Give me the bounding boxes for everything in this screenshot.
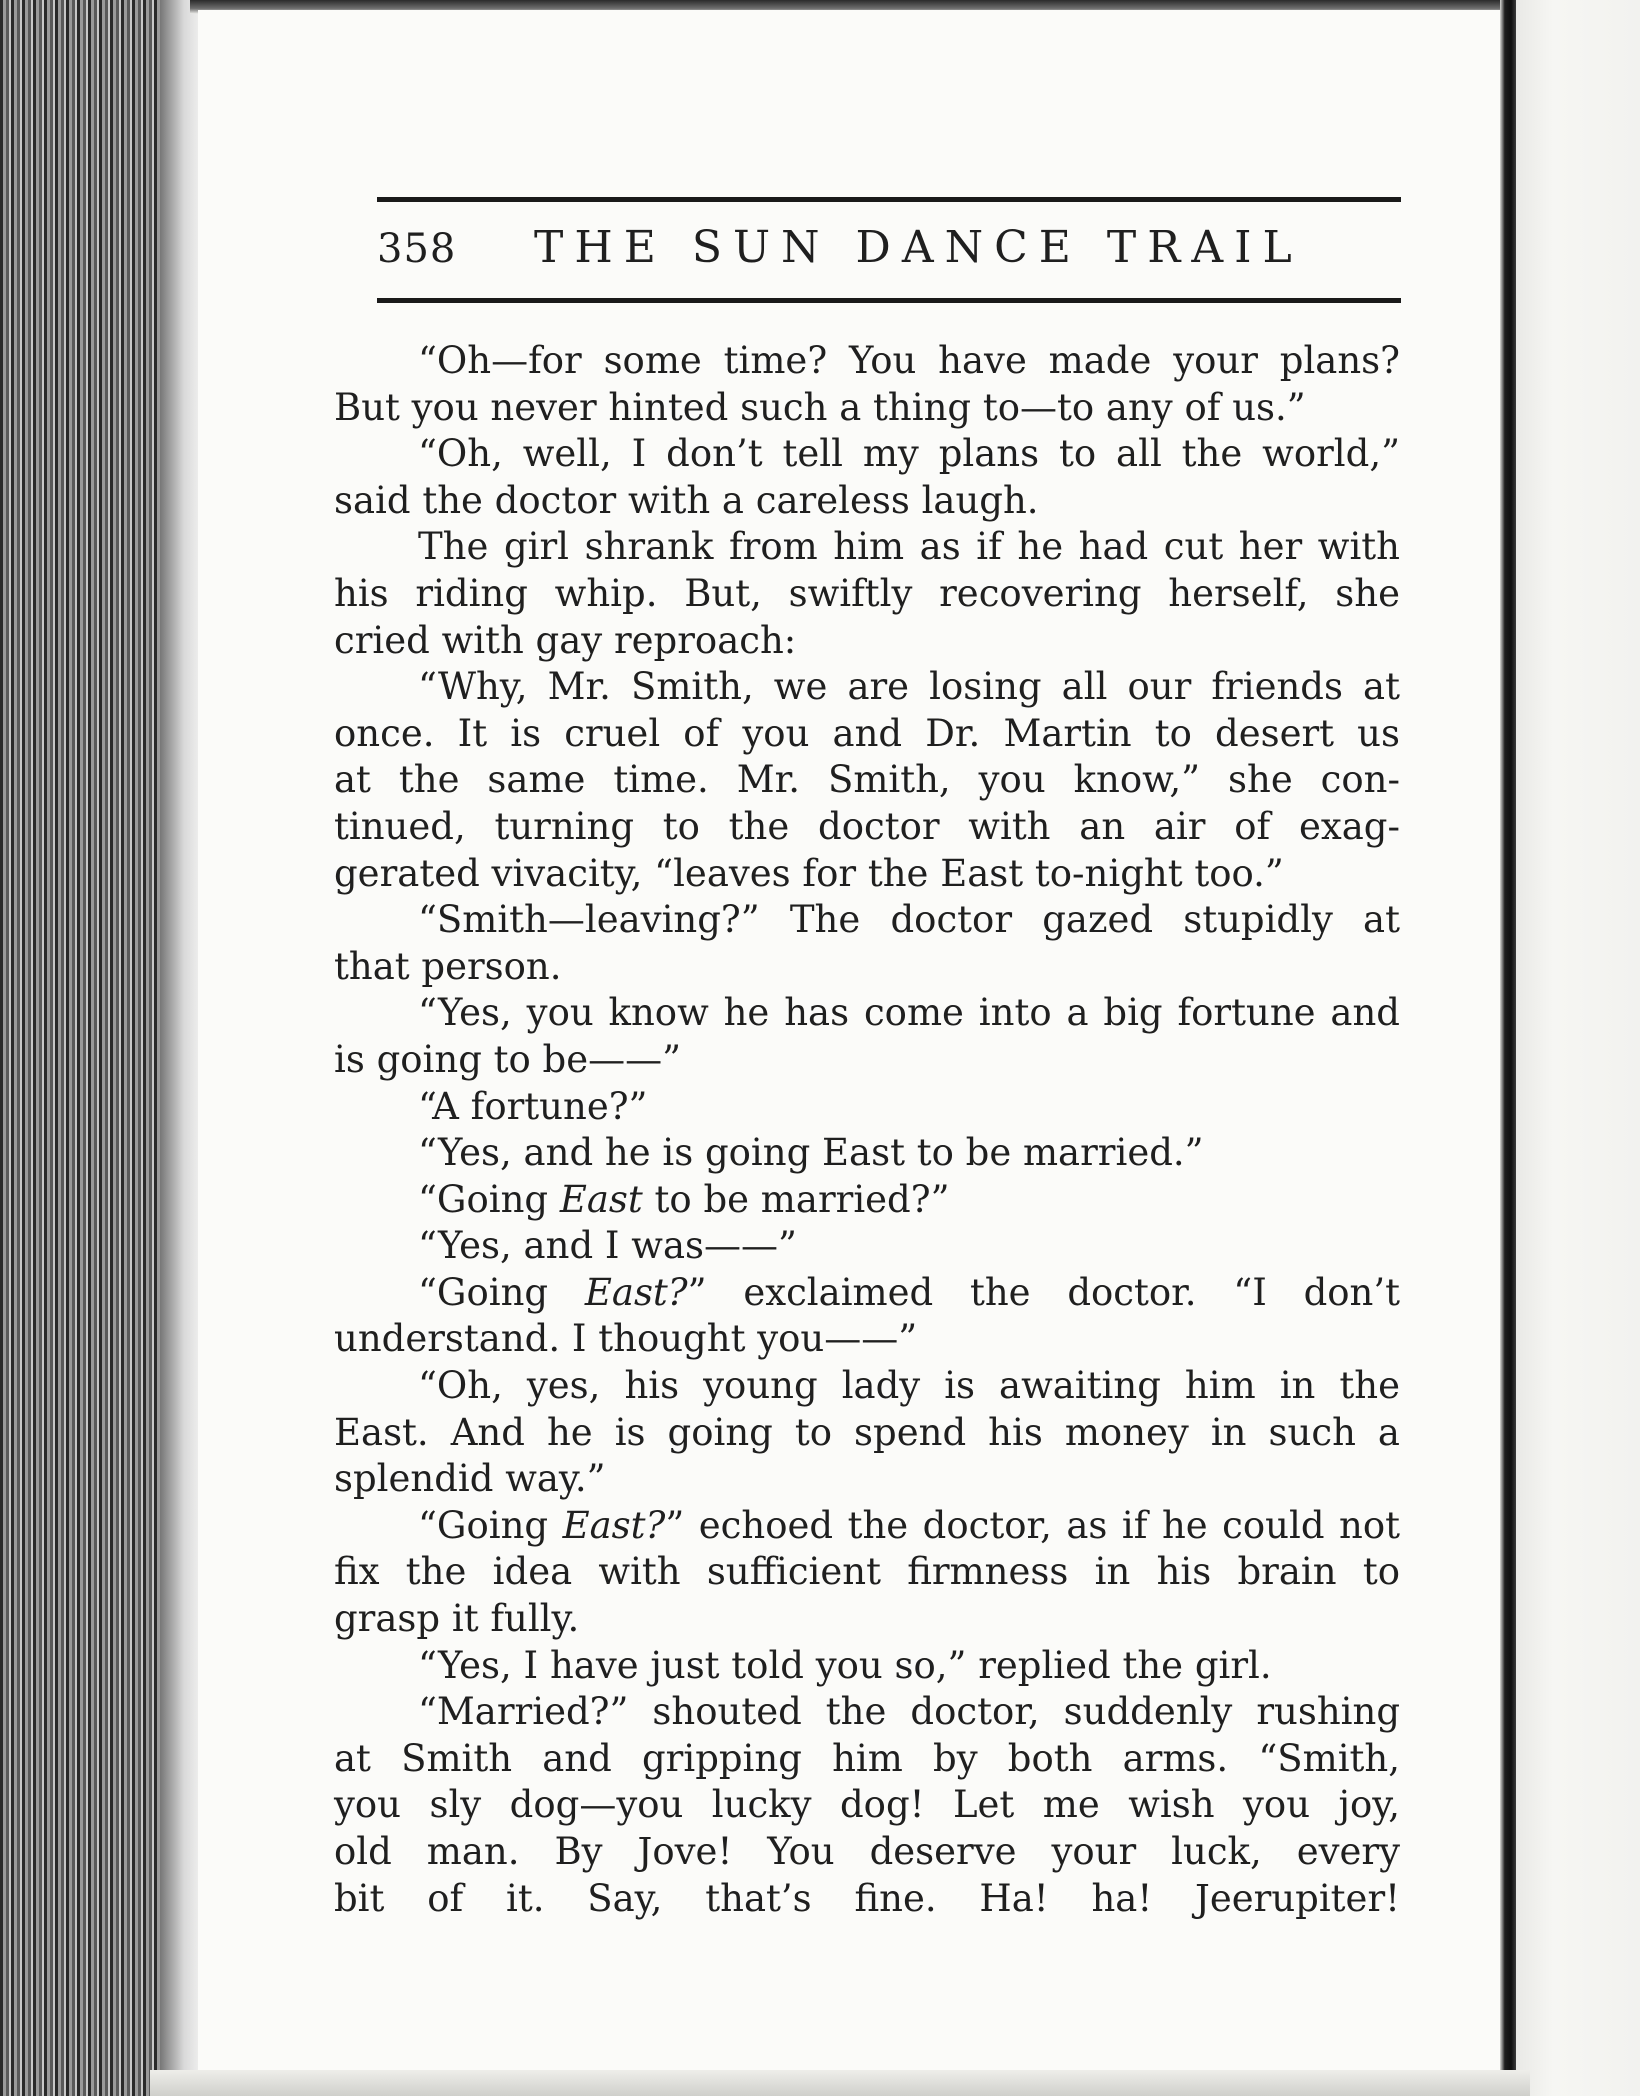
text-line: grasp it fully. — [334, 1597, 580, 1641]
paragraph — [334, 338, 1400, 431]
text-line: “Going East?” exclaimed the doctor. “I don’t — [418, 1270, 1401, 1314]
text-line: his riding whip. But, swiftly recovering herself, she — [334, 571, 1400, 615]
body-text — [334, 338, 1401, 1922]
text-line: at Smith and gripping him by both arms. “Smith, — [334, 1736, 1400, 1780]
paragraph — [376, 1177, 1400, 1224]
text-line: “Yes, and I was——” — [418, 1224, 797, 1268]
text-line: fix the idea with sufficient firmness in his brain to — [334, 1550, 1400, 1594]
paragraph — [376, 1223, 1400, 1270]
paragraph — [334, 524, 1400, 664]
text-line: But you never hinted such a thing to—to any of us.” — [334, 385, 1306, 429]
text-line: “Married?” shouted the doctor, suddenly rushing — [418, 1690, 1400, 1734]
paragraph — [376, 1643, 1400, 1690]
text-line: cried with gay reproach: — [334, 618, 797, 662]
text-line: that person. — [334, 944, 562, 988]
paragraph — [376, 1084, 1400, 1131]
paragraph — [334, 1363, 1400, 1503]
text-line: at the same time. Mr. Smith, you know,” she con- — [334, 758, 1400, 802]
text-line: bit of it. Say, that’s fine. Ha! ha! Jeerupiter! — [334, 1876, 1400, 1920]
header-bottom-rule — [377, 298, 1401, 303]
text-line: “A fortune?” — [418, 1084, 648, 1128]
text-line: old man. By Jove! You deserve your luck, every — [334, 1830, 1400, 1873]
page-number: 358 — [377, 226, 457, 272]
text-line: “Going East to be married?” — [418, 1177, 950, 1221]
text-line: splendid way.” — [334, 1457, 606, 1501]
text-line: you sly dog—you lucky dog! Let me wish you joy, — [334, 1783, 1400, 1827]
text-line: “Why, Mr. Smith, we are losing all our friends at — [418, 665, 1400, 709]
text-line: “Yes, and he is going East to be married.” — [418, 1131, 1204, 1175]
text-line: “Oh, well, I don’t tell my plans to all the world,” — [418, 432, 1400, 476]
text-line: gerated vivacity, “leaves for the East to-night too.” — [334, 851, 1284, 895]
text-line: is going to be——” — [334, 1037, 682, 1081]
paragraph — [334, 990, 1400, 1083]
text-line: “Yes, I have just told you so,” replied the girl. — [418, 1643, 1272, 1687]
running-title: THE SUN DANCE TRAIL — [534, 222, 1303, 273]
paragraph — [376, 1130, 1400, 1177]
paragraph — [334, 897, 1400, 990]
text-line: “Smith—leaving?” The doctor gazed stupidly at — [418, 898, 1400, 942]
book-page-edges — [0, 0, 200, 2096]
page-header — [377, 222, 1401, 284]
text-line: “Going East?” echoed the doctor, as if he could not — [418, 1503, 1400, 1547]
bottom-page-edge — [150, 2070, 1530, 2096]
text-line: “Yes, you know he has come into a big fortune and — [418, 991, 1400, 1035]
text-line: once. It is cruel of you and Dr. Martin to desert us — [334, 711, 1400, 755]
header-top-rule — [377, 197, 1401, 202]
paragraph — [334, 431, 1400, 524]
facing-page-edge — [1516, 0, 1640, 2096]
paragraph — [334, 1270, 1401, 1363]
text-line: said the doctor with a careless laugh. — [334, 478, 1039, 522]
paragraph — [334, 1503, 1400, 1643]
paragraph — [334, 664, 1400, 897]
text-line: East. And he is going to spend his money in such a — [334, 1410, 1400, 1454]
text-line: “Oh, yes, his young lady is awaiting him in the — [418, 1364, 1400, 1408]
paragraph — [334, 1689, 1400, 1922]
text-line: “Oh—for some time? You have made your plans? — [418, 339, 1400, 382]
text-line: The girl shrank from him as if he had cut her with — [418, 525, 1400, 569]
text-line: tinued, turning to the doctor with an air of exag- — [334, 804, 1400, 848]
text-line: understand. I thought you——” — [334, 1317, 918, 1361]
book-gutter — [1500, 0, 1516, 2096]
